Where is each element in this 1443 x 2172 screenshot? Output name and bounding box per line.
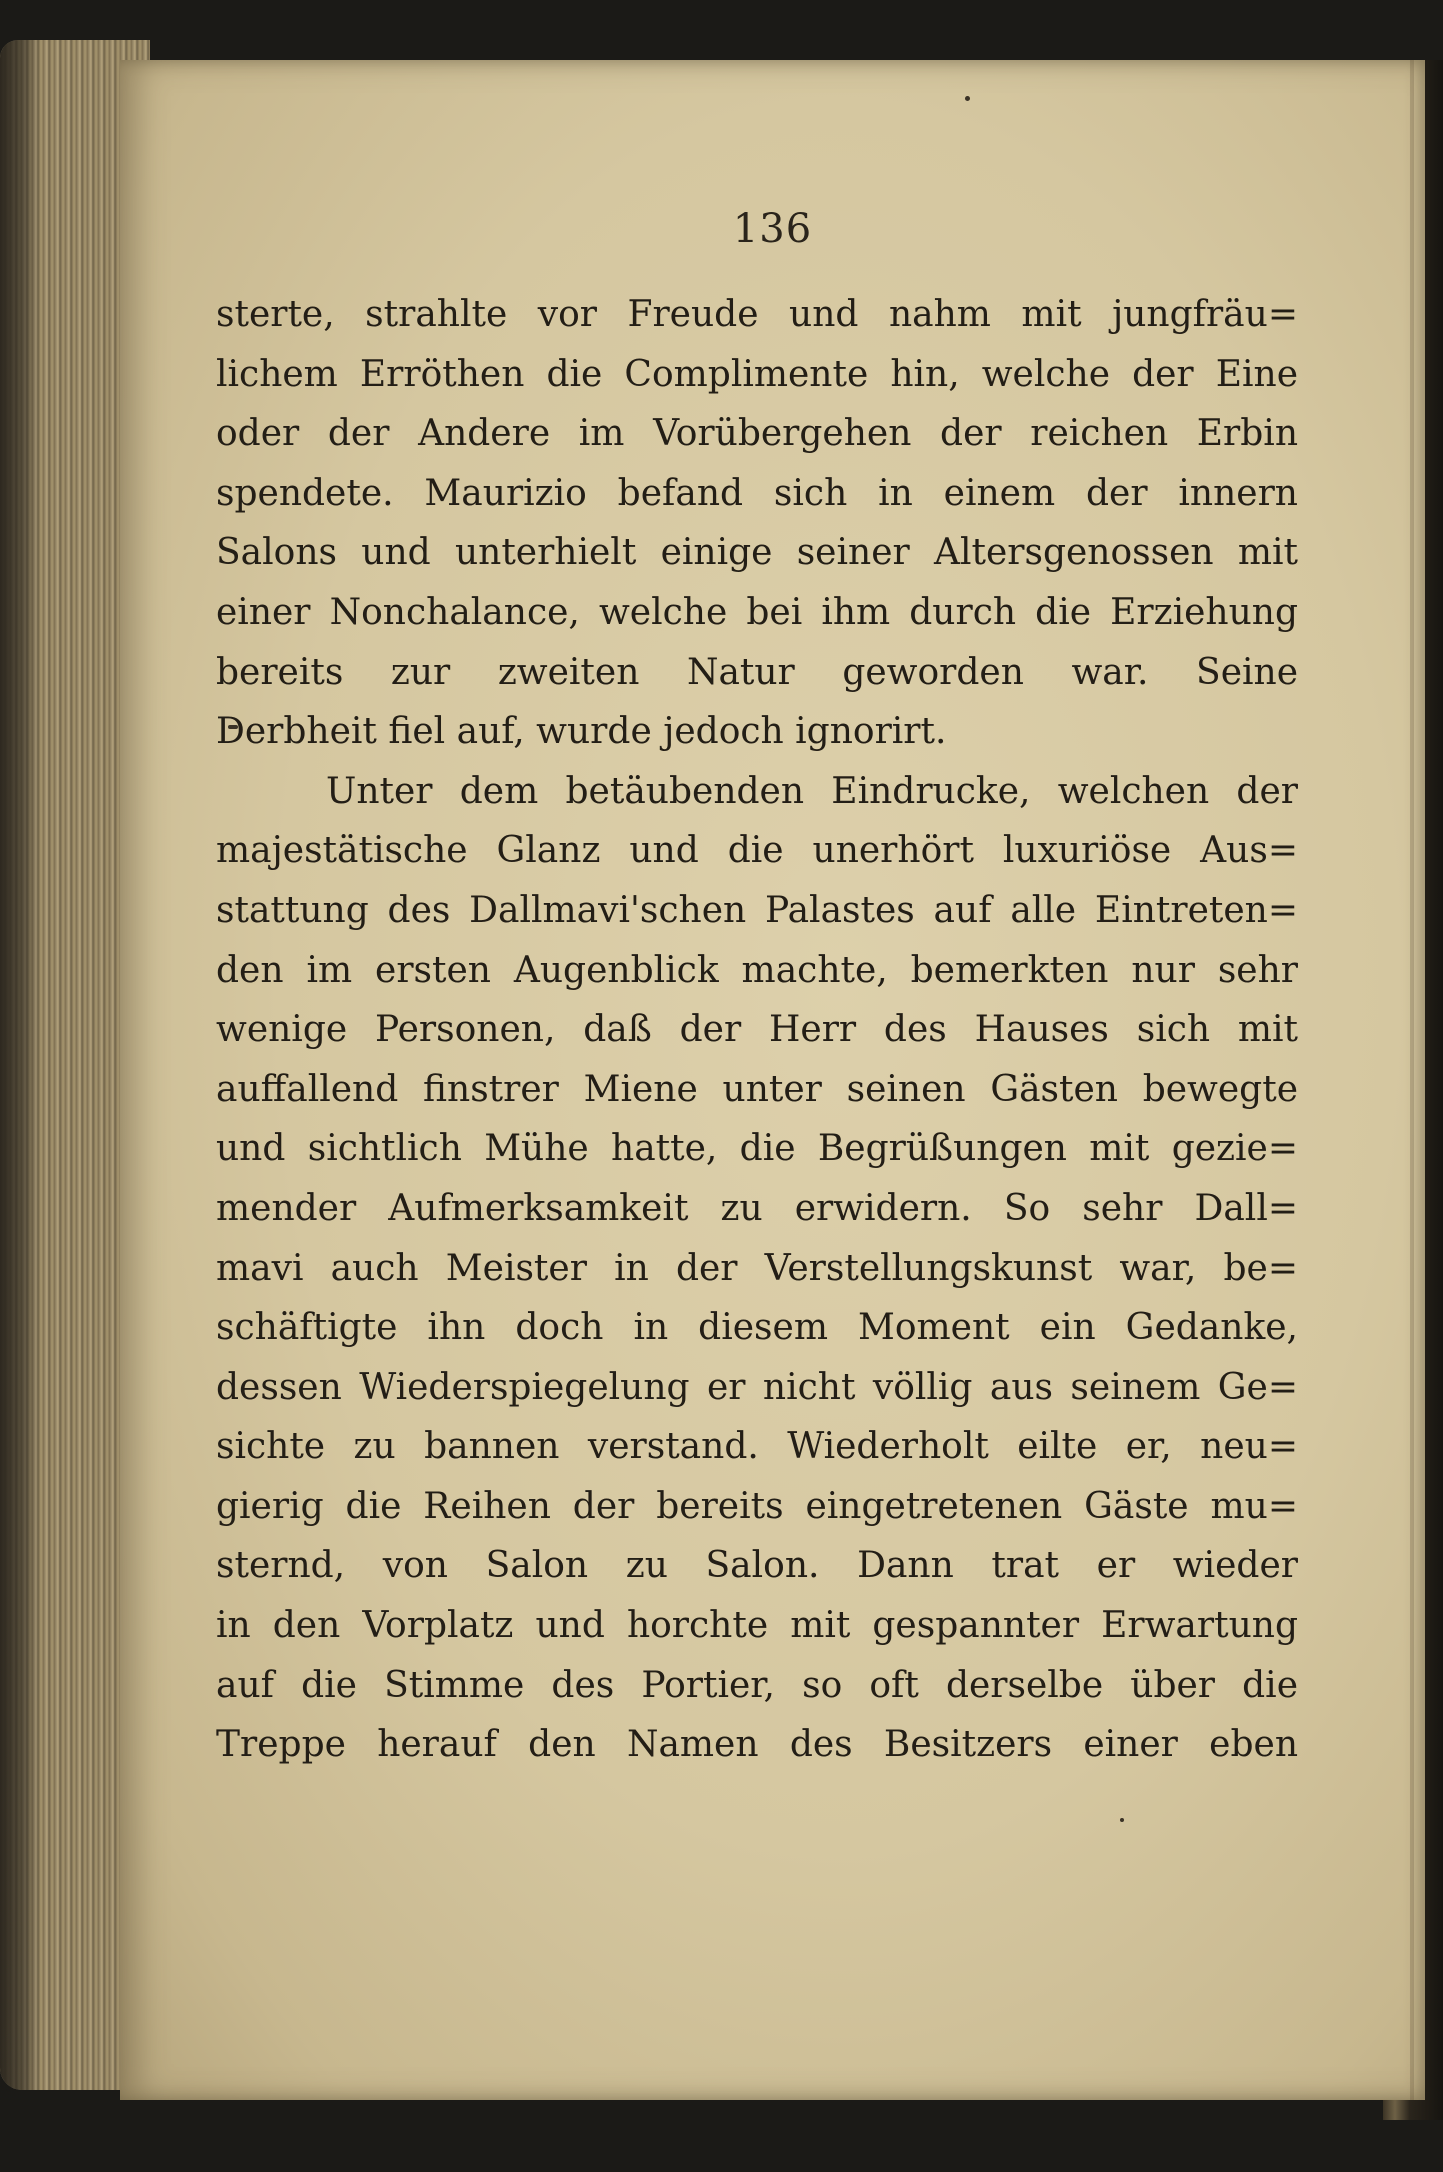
text-line: mender Aufmerksamkeit zu erwidern. So sehr Dall=	[216, 1187, 1298, 1229]
ink-speck	[965, 96, 970, 101]
text-line: auf die Stimme des Portier, so oft derselbe über die	[216, 1664, 1298, 1706]
text-line: mavi auch Meister in der Verstellungskunst war, be=	[216, 1247, 1298, 1289]
body-text	[216, 285, 1298, 1775]
text-line: majestätische Glanz und die unerhört luxuriöse Aus=	[216, 830, 1298, 872]
text-line: sichte zu bannen verstand. Wiederholt eilte er, neu=	[216, 1426, 1298, 1468]
paragraph-end-line: Derbheit fiel auf, wurde jedoch ignorirt.	[216, 711, 947, 753]
text-line: bereits zur zweiten Natur geworden war. Seine	[216, 651, 1298, 693]
text-line: wenige Personen, daß der Herr des Hauses sich mit	[216, 1009, 1298, 1051]
text-line: auffallend finstrer Miene unter seinen Gästen bewegte	[216, 1068, 1298, 1110]
text-line: Treppe herauf den Namen des Besitzers einer eben	[216, 1724, 1298, 1766]
ink-speck	[1120, 1818, 1124, 1822]
text-line: sternd, von Salon zu Salon. Dann trat er wieder	[216, 1545, 1298, 1587]
text-line: den im ersten Augenblick machte, bemerkten nur sehr	[216, 949, 1298, 991]
text-line: spendete. Maurizio befand sich in einem der innern	[216, 472, 1298, 514]
text-line: oder der Andere im Vorübergehen der reichen Erbin	[216, 413, 1298, 455]
text-line: Salons und unterhielt einige seiner Altersgenossen mit	[216, 532, 1298, 574]
binding-shadow	[0, 40, 40, 2090]
text-line: dessen Wiederspiegelung er nicht völlig aus seinem Ge=	[216, 1366, 1298, 1408]
paragraph-start-line: Unter dem betäubenden Eindrucke, welchen der	[326, 770, 1298, 812]
text-line: einer Nonchalance, welche bei ihm durch die Erziehung	[216, 591, 1298, 633]
text-line: stattung des Dallmavi'schen Palastes auf alle Eintreten=	[216, 889, 1298, 931]
gutter-line	[1410, 60, 1414, 2100]
text-line: sterte, strahlte vor Freude und nahm mit jungfräu=	[216, 294, 1298, 335]
text-line: schäftigte ihn doch in diesem Moment ein Gedanke,	[216, 1307, 1298, 1349]
page-number: 136	[732, 206, 813, 252]
text-line: in den Vorplatz und horchte mit gespannter Erwartung	[216, 1605, 1298, 1647]
text-line: gierig die Reihen der bereits eingetretenen Gäste mu=	[216, 1485, 1298, 1527]
text-line: lichem Erröthen die Complimente hin, welche der Eine	[216, 353, 1298, 395]
text-line: und sichtlich Mühe hatte, die Begrüßungen mit gezie=	[216, 1128, 1298, 1170]
